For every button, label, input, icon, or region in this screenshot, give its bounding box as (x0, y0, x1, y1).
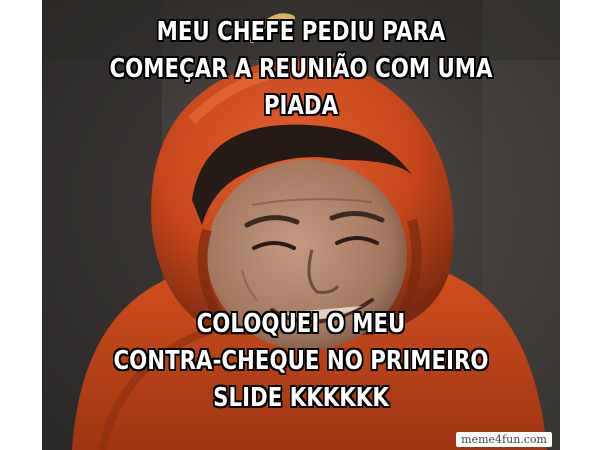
top-caption-line: PIADA (263, 91, 339, 121)
bottom-caption-line: COLOQUEI O MEU (196, 309, 406, 339)
watermark: meme4fun.com (456, 432, 552, 447)
bottom-caption-line: CONTRA-CHEQUE NO PRIMEIRO (113, 346, 489, 376)
bottom-caption (89, 306, 514, 417)
top-caption-line: MEU CHEFE PEDIU PARA (156, 17, 446, 47)
meme-image (42, 0, 560, 450)
top-caption-line: COMEÇAR A REUNIÃO COM UMA (109, 54, 493, 84)
bottom-caption-line: SLIDE KKKKKK (213, 383, 389, 413)
top-caption (89, 14, 514, 125)
